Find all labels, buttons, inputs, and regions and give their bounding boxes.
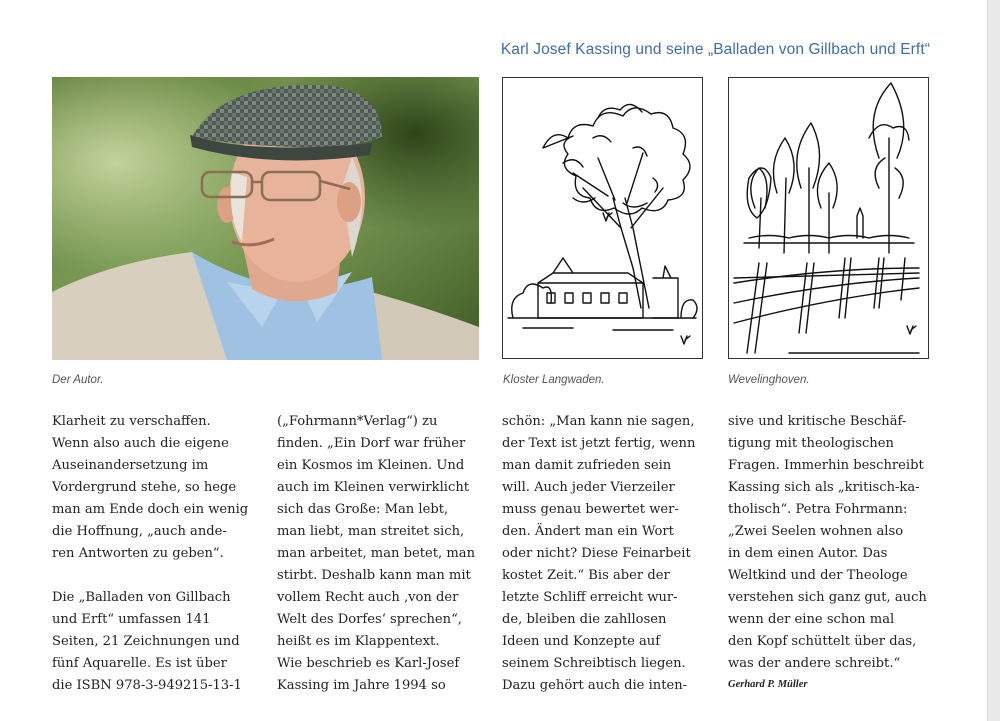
text-line: den Kopf schüttelt über das,	[728, 634, 917, 649]
text-line: heißt es im Klappentext.	[277, 634, 440, 649]
text-line: Auseinandersetzung im	[52, 458, 209, 473]
text-line: und Erft“ umfassen 141	[52, 612, 211, 627]
text-line: den. Ändert man ein Wort	[502, 524, 674, 539]
text-line: Seiten, 21 Zeichnungen und	[52, 634, 240, 649]
text-line: stirbt. Deshalb kann man mit	[277, 568, 471, 583]
text-line: der Text ist jetzt fertig, wenn	[502, 436, 696, 451]
vertical-scrollbar[interactable]	[987, 0, 1000, 721]
author-photo-image	[52, 77, 479, 360]
text-line: seinem Schreibtisch liegen.	[502, 656, 686, 671]
text-line: „Zwei Seelen wohnen also	[728, 524, 904, 539]
text-line: tigung mit theologischen	[728, 436, 894, 451]
text-line: Dazu gehört auch die inten-	[502, 678, 688, 693]
text-line: die ISBN 978-3-949215-13-1	[52, 678, 242, 693]
text-line: man liebt, man streitet sich,	[277, 524, 465, 539]
text-line: Weltkind und der Theologe	[728, 568, 908, 583]
text-line: Kassing sich als „kritisch-ka-	[728, 480, 920, 495]
text-line: man arbeitet, man betet, man	[277, 546, 475, 561]
paragraph	[52, 411, 248, 565]
text-line: Vordergrund stehe, so hege	[52, 480, 237, 495]
kloster-langwaden-drawing	[503, 78, 701, 357]
text-line: wenn der eine schon mal	[728, 612, 895, 627]
text-line: muss genau bewertet wer-	[502, 502, 679, 517]
paragraph	[52, 587, 248, 697]
text-column-3	[502, 411, 695, 697]
text-line: was der andere schreibt.“	[728, 656, 901, 671]
text-line: tholisch“. Petra Fohrmann:	[728, 502, 908, 517]
sketch-wevelinghoven	[728, 77, 929, 359]
text-line: ren Antworten zu geben“.	[52, 546, 224, 561]
text-line: Wenn also auch die eigene	[52, 436, 229, 451]
text-column-1	[52, 411, 248, 697]
text-column-4	[728, 411, 927, 692]
caption-kloster-langwaden: Kloster Langwaden.	[503, 374, 605, 386]
text-line: sich das Große: Man lebt,	[277, 502, 449, 517]
text-line: man damit zufrieden sein	[502, 458, 672, 473]
text-line: Wie beschrieb es Karl-Josef	[277, 656, 460, 671]
text-line: Kassing im Jahre 1994 so	[277, 678, 446, 693]
caption-wevelinghoven: Wevelinghoven.	[728, 374, 810, 386]
text-line: kostet Zeit.“ Bis aber der	[502, 568, 670, 583]
text-line: finden. „Ein Dorf war früher	[277, 436, 466, 451]
text-line: die Hoffnung, „auch ande-	[52, 524, 227, 539]
text-line: letzte Schliff erreicht wur-	[502, 590, 678, 605]
text-line: verstehen sich ganz gut, auch	[728, 590, 927, 605]
text-line: („Fohrmann*Verlag“) zu	[277, 414, 438, 429]
text-line: Die „Balladen von Gillbach	[52, 590, 231, 605]
caption-author: Der Autor.	[52, 374, 104, 386]
paragraph	[728, 411, 927, 675]
text-line: will. Auch jeder Vierzeiler	[502, 480, 675, 495]
text-line: ein Kosmos im Kleinen. Und	[277, 458, 465, 473]
text-line: Klarheit zu verschaffen.	[52, 414, 211, 429]
text-line: sive und kritische Beschäf-	[728, 414, 907, 429]
text-line: oder nicht? Diese Feinarbeit	[502, 546, 691, 561]
author-photo	[52, 77, 479, 360]
paragraph	[277, 411, 475, 697]
sketch-kloster-langwaden	[502, 77, 703, 359]
text-line: de, bleiben die zahllosen	[502, 612, 667, 627]
text-line: schön: „Man kann nie sagen,	[502, 414, 695, 429]
wevelinghoven-drawing	[729, 78, 927, 357]
text-line: in dem einen Autor. Das	[728, 546, 888, 561]
text-line: fünf Aquarelle. Es ist über	[52, 656, 227, 671]
text-line: vollem Recht auch ‚von der	[277, 590, 459, 605]
text-line: Ideen und Konzepte auf	[502, 634, 661, 649]
author-signature: Gerhard P. Müller	[728, 679, 808, 690]
paragraph	[502, 411, 695, 697]
text-line: man am Ende doch ein wenig	[52, 502, 249, 517]
text-line: auch im Kleinen verwirklicht	[277, 480, 470, 495]
text-line: Welt des Dorfes‘ sprechen“,	[277, 612, 462, 627]
text-line: Fragen. Immerhin beschreibt	[728, 458, 924, 473]
text-column-2	[277, 411, 475, 697]
article-header: Karl Josef Kassing und seine „Balladen von Gillbach und Erft“	[500, 41, 930, 58]
